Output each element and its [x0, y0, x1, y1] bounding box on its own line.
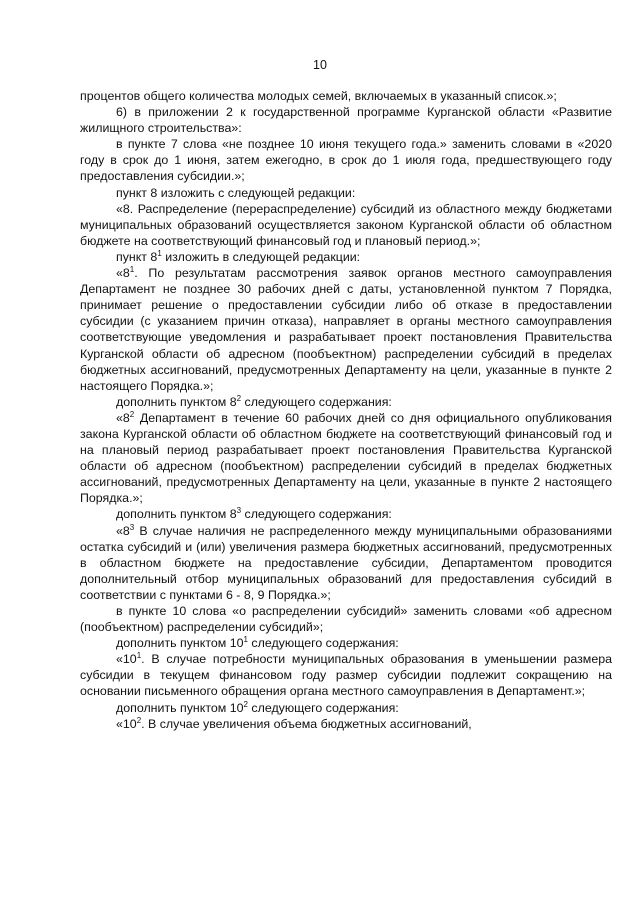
superscript-index: 1: [157, 248, 162, 258]
text-run: дополнить пунктом 8: [116, 507, 237, 522]
text-run: дополнить пунктом 10: [116, 700, 244, 715]
superscript-index: 3: [236, 506, 242, 516]
text-run: В случае наличия не распределенного между муниципальными образованиями остатка субсидий и (или) увеличения размера бюджетных ассигнований, предусмотренных в областном бюджете на предоставление субсидии, Департаментом проводится дополнительный отбор муниципальных образований для предоставления субсидий в соответствии с пунктами 6 - 8, 9 Порядка.»;: [80, 523, 612, 602]
superscript-index: 3: [129, 522, 135, 532]
superscript-index: 2: [129, 409, 135, 419]
document-body: [80, 88, 612, 732]
superscript-index: 1: [129, 264, 135, 274]
paragraph: [80, 716, 612, 732]
text-run: . В случае увеличения объема бюджетных ассигнований,: [141, 716, 472, 731]
paragraph: [80, 603, 612, 635]
paragraph: [80, 136, 612, 184]
text-run: дополнить пунктом 8: [116, 394, 237, 409]
text-run: «8. Распределение (перераспределение) субсидий из областного между бюджетами муниципальных образований осуществляется законом Курганской области об областном бюджете на соответствующий финансовый год и плановый период.»;: [80, 201, 612, 248]
superscript-index: 1: [243, 635, 248, 645]
text-run: 6) в приложении 2 к государственной программе Курганской области «Развитие жилищного строительства»:: [80, 105, 612, 136]
text-run: следующего содержания:: [241, 507, 392, 522]
text-run: пункт 8 изложить с следующей редакции:: [116, 185, 356, 200]
text-run: . В случае потребности муниципальных образования в уменьшении размера субсидии в текущем финансовом году размер субсидии подлежит сокращению на основании письменного обращения органа местного самоуправления в Департамент.»;: [80, 652, 612, 699]
paragraph: [80, 506, 612, 522]
superscript-index: 2: [236, 393, 242, 403]
text-run: «8: [116, 410, 130, 425]
text-run: в пункте 7 слова «не позднее 10 июня текущего года.» заменить словами в «2020 году в срок до 1 июня, затем ежегодно, в срок до 1 июля года, предшествующего году предоставления субсидии.»;: [80, 137, 612, 184]
paragraph: [80, 201, 612, 249]
paragraph: [80, 185, 612, 201]
paragraph: [80, 104, 612, 136]
paragraph: [80, 265, 612, 394]
text-run: «8: [116, 266, 130, 281]
paragraph: [80, 635, 612, 651]
paragraph: [80, 651, 612, 699]
text-run: пункт 8: [116, 249, 158, 264]
text-run: процентов общего количества молодых семей, включаемых в указанный список.»;: [80, 89, 557, 103]
text-run: следующего содержания:: [247, 636, 399, 651]
paragraph: [80, 410, 612, 507]
paragraph: [80, 394, 612, 410]
text-run: «10: [116, 652, 137, 667]
superscript-index: 1: [136, 651, 142, 661]
text-run: «10: [116, 716, 137, 731]
text-run: в пункте 10 слова «о распределении субсидий» заменить словами «об адресном (пообъектном) распределении субсидий»;: [80, 604, 612, 635]
paragraph: [80, 523, 612, 603]
paragraph: [80, 249, 612, 265]
text-run: «8: [116, 523, 130, 538]
text-run: следующего содержания:: [247, 700, 399, 715]
page-number: 10: [313, 58, 327, 72]
superscript-index: 2: [243, 699, 248, 709]
superscript-index: 2: [136, 715, 142, 725]
text-run: дополнить пунктом 10: [116, 636, 244, 651]
paragraph: [80, 88, 612, 104]
text-run: Департамент в течение 60 рабочих дней со дня официального опубликования закона Курганской области об областном бюджете на соответствующий финансовый год и на плановый период разрабатывает проект постановления Правительства Курганской области об адресном (пообъектном) распределении субсидий в пределах бюджетных ассигнований, предусмотренных Департаменту на цели, указанные в пункте 2 настоящего Порядка.»;: [80, 410, 612, 506]
text-run: следующего содержания:: [241, 394, 392, 409]
text-run: . По результатам рассмотрения заявок органов местного самоуправления Департамент не позднее 30 рабочих дней с даты, установленной пунктом 7 Порядка, принимает решение о предоставлении субсидии либо об отказе в предоставлении субсидии (с указанием причин отказа), направляет в органы местного самоуправления соответствующие уведомления и разрабатывает проект постановления Правительства Курганской области об адресном (пообъектном) распределении субсидий в пределах бюджетных ассигнований, предусмотренных Департаменту на цели, указанные в пункте 2 настоящего Порядка.»;: [80, 266, 612, 393]
text-run: изложить в следующей редакции:: [161, 249, 361, 264]
paragraph: [80, 700, 612, 716]
